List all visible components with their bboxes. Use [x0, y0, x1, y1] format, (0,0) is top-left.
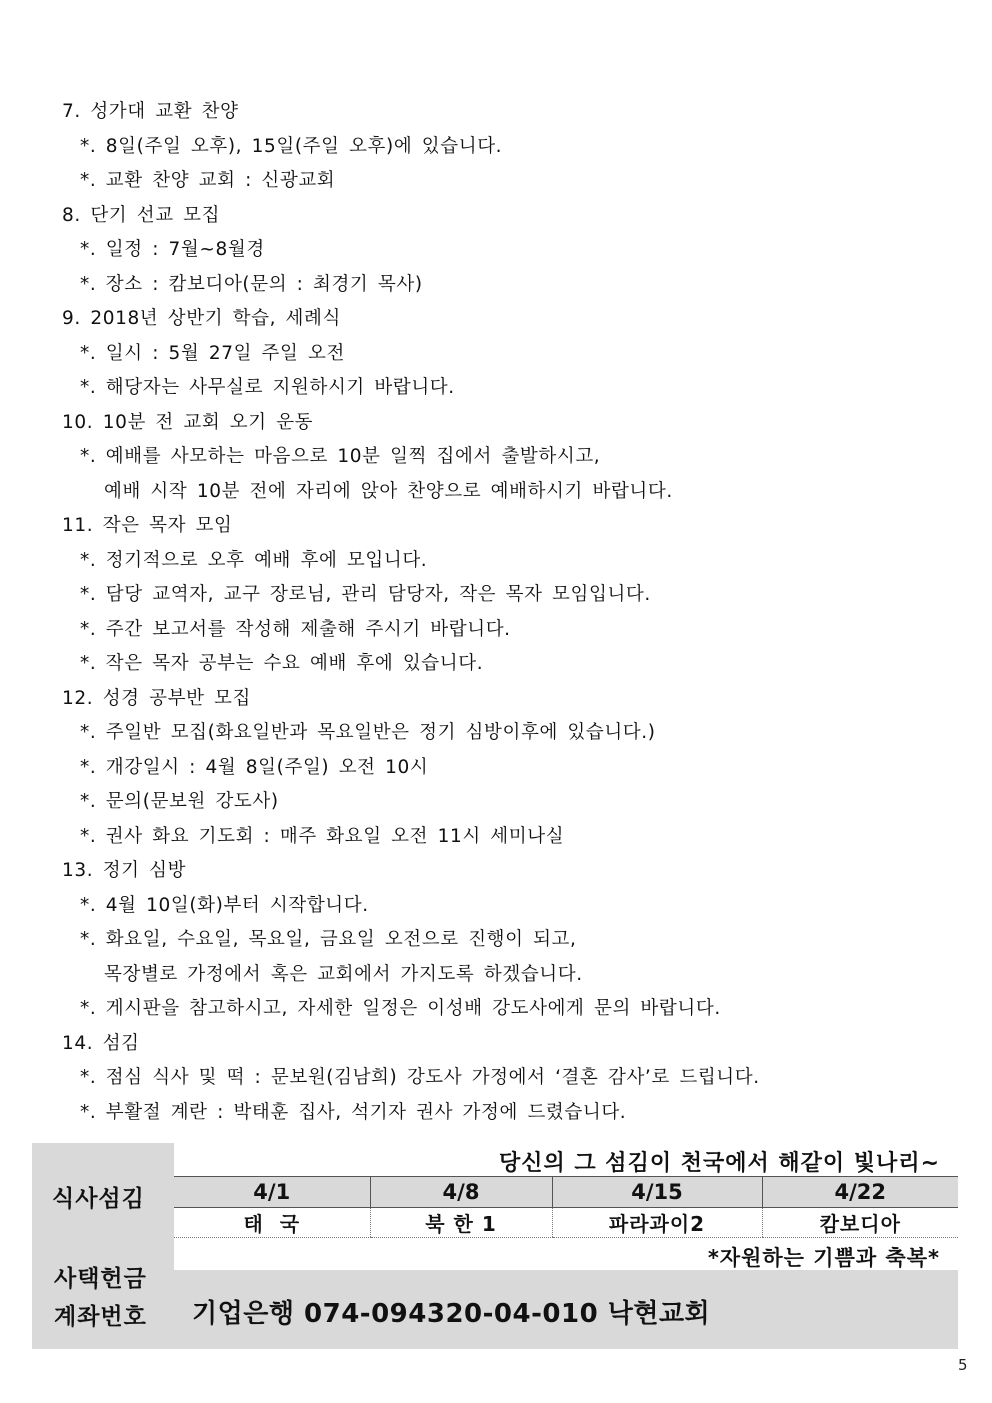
notice-bullet: *. 담당 교역자, 교구 장로님, 관리 담당자, 작은 목자 모임입니다. [80, 584, 651, 605]
notice-bullet: *. 일정 : 7월~8월경 [80, 239, 265, 260]
notice-title: 14. 섬김 [62, 1032, 140, 1054]
slogan: 당신의 그 섬김이 천국에서 해같이 빛나리~ [498, 1151, 940, 1176]
meal-country: 태 국 [174, 1208, 370, 1238]
notice-bullet: *. 일시 : 5월 27일 주일 오전 [80, 342, 345, 364]
meal-countries-row [174, 1208, 958, 1238]
notice-title: 7. 성가대 교환 찬양 [62, 101, 239, 122]
meal-date: 4/22 [762, 1177, 958, 1208]
notice-bullet: *. 8일(주일 오후), 15일(주일 오후)에 있습니다. [80, 135, 503, 157]
notice-bullet: *. 해당자는 사무실로 지원하시기 바랍니다. [80, 377, 455, 398]
service-box [32, 1143, 958, 1349]
meal-country: 북 한 1 [370, 1208, 552, 1238]
notice-bullet: *. 교환 찬양 교회 : 신광교회 [80, 170, 336, 191]
notice-bullet: *. 예배를 사모하는 마음으로 10분 일찍 집에서 출발하시고, [80, 446, 601, 467]
notice-bullet: *. 장소 : 캄보디아(문의 : 최경기 목사) [80, 273, 423, 295]
meal-dates-row [174, 1177, 958, 1208]
notice-bullet: *. 문의(문보원 강도사) [80, 791, 279, 812]
notice-bullet: *. 주간 보고서를 작성해 제출해 주시기 바랍니다. [80, 618, 511, 640]
notice-line-continued: 목장별로 가정에서 혹은 교회에서 가지도록 하겠습니다. [104, 963, 583, 985]
meal-date: 4/15 [552, 1177, 762, 1208]
notice-title: 11. 작은 목자 모임 [62, 515, 233, 536]
notice-bullet: *. 부활절 계란 : 박태훈 집사, 석기자 권사 가정에 드렸습니다. [80, 1101, 627, 1123]
meal-country: 캄보디아 [762, 1208, 958, 1238]
notice-title: 10. 10분 전 교회 오기 운동 [62, 411, 314, 433]
notice-bullet: *. 권사 화요 기도회 : 매주 화요일 오전 11시 세미나실 [80, 825, 565, 847]
notice-bullet: *. 정기적으로 오후 예배 후에 모입니다. [80, 549, 428, 571]
notice-bullet: *. 화요일, 수요일, 목요일, 금요일 오전으로 진행이 되고, [80, 929, 577, 950]
notice-bullet: *. 게시판을 참고하시고, 자세한 일정은 이성배 강도사에게 문의 바랍니다. [80, 998, 721, 1019]
meal-schedule-panel [174, 1143, 958, 1270]
meal-service-label: 식사섬김 [52, 1186, 145, 1212]
notice-bullet: *. 개강일시 : 4월 8일(주일) 오전 10시 [80, 756, 429, 778]
offering-label: 사택헌금 [54, 1266, 147, 1292]
notice-list [62, 95, 962, 1130]
notice-bullet: *. 4월 10일(화)부터 시작합니다. [80, 894, 369, 916]
notice-title: 13. 정기 심방 [62, 860, 187, 881]
notice-bullet: *. 주일반 모집(화요일반과 목요일반은 정기 심방이후에 있습니다.) [80, 722, 656, 743]
page-number: 5 [958, 1356, 968, 1374]
notice-title: 8. 단기 선교 모집 [62, 204, 221, 226]
meal-schedule-table [174, 1176, 958, 1238]
notice-line-continued: 예배 시작 10분 전에 자리에 앉아 찬양으로 예배하시기 바랍니다. [104, 480, 673, 502]
meal-country: 파라과이2 [552, 1208, 762, 1238]
blessing-note: *자원하는 기쁨과 축복* [707, 1246, 940, 1270]
notice-bullet: *. 점심 식사 및 떡 : 문보원(김남희) 강도사 가정에서 ‘결혼 감사’로 드립니다. [80, 1067, 760, 1088]
meal-date: 4/8 [370, 1177, 552, 1208]
account-value: 기업은행 074-094320-04-010 낙현교회 [192, 1299, 711, 1329]
notice-title: 9. 2018년 상반기 학습, 세례식 [62, 308, 341, 329]
notice-bullet: *. 작은 목자 공부는 수요 예배 후에 있습니다. [80, 653, 484, 674]
meal-date: 4/1 [174, 1177, 370, 1208]
account-label: 계좌번호 [54, 1304, 147, 1330]
notice-title: 12. 성경 공부반 모집 [62, 687, 251, 709]
